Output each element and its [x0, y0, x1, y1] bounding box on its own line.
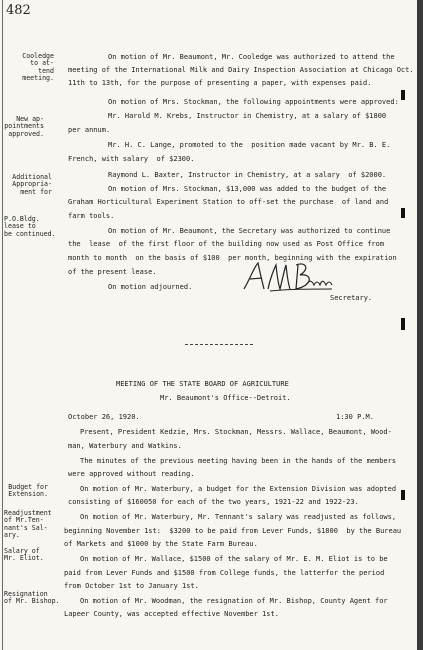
right-edge-mark [401, 318, 405, 330]
right-edge-mark [401, 90, 405, 100]
body-line: On motion of Mr. Beaumont, Mr. Cooledge was authorized to attend the [108, 53, 395, 61]
margin-note-line: pointments [4, 122, 44, 131]
margin-note-line: Salary of [4, 547, 40, 555]
section-divider [185, 344, 253, 345]
margin-note-line: Budget for [8, 483, 48, 491]
body-line: of the present lease. [68, 268, 157, 276]
body-line: meeting of the International Milk and Dairy Inspection Association at Chicago Oct. [68, 66, 414, 74]
page-number: 482 [6, 3, 31, 18]
margin-note-line: approved. [8, 129, 44, 138]
margin-note-additional-appropriation [4, 174, 52, 196]
body-line: On motion of Mr. Waterbury, Mr. Tennant's salary was readjusted as follows, [80, 513, 397, 521]
body-line: Mr. H. C. Lange, promoted to the position made vacant by Mr. B. E. [108, 141, 391, 149]
margin-note-line: P.O.Bldg. [4, 215, 40, 223]
margin-note-line: of Mr. Bishop. [4, 597, 60, 606]
body-line: 11th to 13th, for the purpose of presenting a paper, with expenses paid. [68, 79, 372, 87]
margin-note-line: Readjustment [4, 509, 52, 517]
margin-note-line: Additional [12, 173, 52, 181]
body-line: were approved without reading. [68, 470, 195, 478]
body-line: man, Waterbury and Watkins. [68, 442, 182, 450]
body-line: Raymond L. Baxter, Instructor in Chemistry, at a salary of $2000. [108, 171, 387, 179]
body-line: the lease of the first floor of the building now used as Post Office from [68, 240, 385, 248]
margin-note-line: Mr. Eliot. [4, 554, 44, 563]
margin-note-line: ment for [20, 187, 52, 196]
margin-note-line: of Mr.Ten- [4, 516, 44, 525]
margin-note-salary-eliot [4, 548, 50, 563]
margin-note-line: ary. [4, 531, 20, 540]
margin-note-line: meeting. [22, 74, 54, 83]
margin-note-line: Extension. [8, 490, 48, 499]
margin-note-line: New ap- [16, 115, 44, 123]
body-line: Graham Horticultural Experiment Station to off-set the purchase of land and [68, 198, 389, 206]
margin-note-po-bldg [4, 216, 64, 238]
secretary-label: Secretary. [330, 294, 373, 302]
margin-note-line: be continued. [4, 229, 56, 238]
body-line: On motion of Mrs. Stockman, the following appointments were approved: [108, 98, 399, 106]
page-right-edge [417, 0, 423, 650]
body-line: The minutes of the previous meeting having been in the hands of the members [80, 457, 397, 465]
margin-note-resignation-bishop [4, 591, 68, 606]
body-line: On motion of Mr. Wallace, $1500 of the salary of Mr. E. M. Eliot is to be [80, 555, 388, 563]
body-line: Mr. Harold M. Krebs, Instructor in Chemistry, at a salary of $1800 [108, 112, 387, 120]
margin-note-line: Appropria- [12, 180, 52, 189]
meeting-date: October 26, 1920. [68, 413, 140, 421]
body-line: Present, President Kedzie, Mrs. Stockman, Messrs. Wallace, Beaumont, Wood- [80, 428, 392, 436]
body-line: farm tools. [68, 212, 115, 220]
body-line: beginning November 1st: $3200 to be paid from Lever Funds, $1800 by the Bureau [64, 527, 402, 535]
body-line: On motion adjourned. [108, 283, 193, 291]
right-edge-mark [401, 490, 405, 500]
body-line: month to month on the basis of $100 per month, beginning with the expiration [68, 254, 397, 262]
left-margin-rule [2, 0, 3, 650]
signature [240, 259, 336, 293]
margin-note-budget-extension [4, 484, 48, 499]
body-line: Lapeer County, was accepted effective November 1st. [64, 610, 279, 618]
body-line: On motion of Mrs. Stockman, $13,000 was added to the budget of the [108, 185, 387, 193]
meeting-heading: MEETING OF THE STATE BOARD OF AGRICULTURE [116, 380, 289, 388]
body-line: On motion of Mr. Waterbury, a budget for the Extension Division was adopted [80, 485, 397, 493]
body-line: consisting of $160050 for each of the two years, 1921-22 and 1922-23. [68, 498, 359, 506]
margin-note-line: Cooledge [22, 52, 54, 60]
body-line: from October 1st to January 1st. [64, 582, 199, 590]
margin-note-readjustment [4, 510, 56, 540]
body-line: per annum. [68, 126, 111, 134]
body-line: paid from Lever Funds and $1500 from College funds, the latterfor the period [64, 569, 385, 577]
margin-note-line: tend [38, 66, 54, 75]
margin-note-line: Resignation [4, 590, 48, 598]
meeting-time: 1:30 P.M. [336, 413, 374, 421]
body-line: French, with salary of $2300. [68, 155, 195, 163]
meeting-location: Mr. Beaumont's Office--Detroit. [160, 394, 291, 402]
margin-note-new-appointments [4, 116, 44, 138]
margin-note-line: lease to [4, 222, 36, 231]
margin-note-cooledge [8, 53, 54, 83]
body-line: On motion of Mr. Beaumont, the Secretary was authorized to continue [108, 227, 391, 235]
margin-note-line: to at- [30, 59, 54, 68]
body-line: of Markets and $1000 by the State Farm Bureau. [64, 540, 258, 548]
right-edge-mark [401, 208, 405, 218]
margin-note-line: nant's Sal- [4, 523, 48, 532]
body-line: On motion of Mr. Woodman, the resignation of Mr. Bishop, County Agent for [80, 597, 388, 605]
